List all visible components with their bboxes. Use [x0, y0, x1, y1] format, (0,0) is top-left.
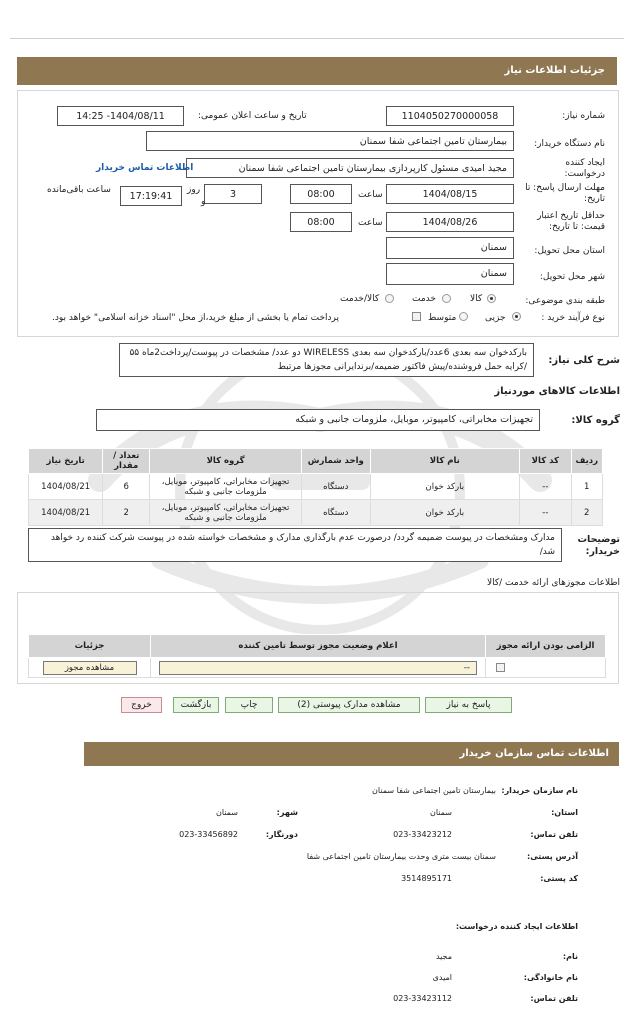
page-title: جزئیات اطلاعات نیاز [504, 65, 605, 76]
cell-unit: دستگاه [302, 474, 371, 500]
permit-col-required: الزامی بودن ارائه مجوز [486, 635, 606, 658]
category-both-label: کالا/خدمت [340, 294, 380, 304]
cell-name: بارکد خوان [370, 474, 520, 500]
reply-button[interactable]: پاسخ به نیاز [425, 697, 512, 713]
back-button[interactable]: بازگشت [173, 697, 219, 713]
cell-group: تجهیزات مخابراتی، کامپیوتر، موبایل، ملزومات جانبی و شبکه [150, 500, 302, 526]
table-row [29, 474, 603, 500]
process-minor-label: جزیی [485, 313, 506, 323]
creator-phone-value: 023-33423112 [393, 994, 452, 1003]
creator-field: مجید امیدی مسئول کارپردازی بیمارستان تامین اجتماعی شفا سمنان [186, 158, 514, 178]
permit-details-cell [29, 658, 151, 678]
category-service-label: خدمت [412, 294, 436, 304]
validity-date-field: 1404/08/26 [386, 212, 514, 232]
creator-phone-label: تلفن تماس: [530, 994, 578, 1003]
day-label: روز [187, 185, 201, 195]
contact-phone-label: تلفن تماس: [530, 830, 578, 839]
buyer-org-label: نام دستگاه خریدار: [534, 139, 605, 149]
cell-date: 1404/08/21 [29, 474, 103, 500]
contact-title-bar [84, 742, 619, 766]
cell-group: تجهیزات مخابراتی، کامپیوتر، موبایل، ملزومات جانبی و شبکه [150, 474, 302, 500]
buyer-org-field: بیمارستان تامین اجتماعی شفا سمنان [146, 131, 514, 151]
city-field: سمنان [386, 263, 514, 285]
process-radio-medium[interactable] [459, 312, 468, 321]
validity-time-field: 08:00 [290, 212, 352, 232]
cell-name: بارکد خوان [370, 500, 520, 526]
contact-postal-value: 3514895171 [401, 874, 452, 883]
and-label: و [201, 197, 206, 207]
category-radio-service[interactable] [442, 294, 451, 303]
goods-table [28, 448, 603, 526]
permit-col-status: اعلام وضعیت مجوز توسط تامین کننده [151, 635, 486, 658]
attachments-button[interactable]: مشاهده مدارک پیوستی (2) [278, 697, 420, 713]
col-date: تاریخ نیاز [29, 449, 103, 474]
exit-button[interactable]: خروج [121, 697, 162, 713]
permit-col-details: جزئیات [29, 635, 151, 658]
contact-phone-value: 023-33423212 [393, 830, 452, 839]
remaining-label: ساعت باقی‌مانده [47, 185, 111, 195]
col-name: نام کالا [370, 449, 520, 474]
permits-table [28, 634, 606, 678]
validity-time-label: ساعت [358, 218, 383, 228]
need-number-label: شماره نیاز: [562, 111, 605, 121]
creator-name-value: مجید [435, 952, 452, 961]
contact-province-value: سمنان [429, 808, 452, 817]
description-label: شرح کلی نیاز: [548, 355, 620, 366]
contact-fax-value: 023-33456892 [179, 830, 238, 839]
col-unit: واحد شمارش [302, 449, 371, 474]
contact-title: اطلاعات تماس سازمان خریدار [459, 748, 609, 759]
contact-postal-label: کد پستی: [540, 874, 578, 883]
deadline-date-field: 1404/08/15 [386, 184, 514, 204]
creator-family-value: امیدی [432, 973, 452, 982]
permit-required-check-icon [496, 663, 505, 672]
deadline-label: مهلت ارسال پاسخ: تا تاریخ: [525, 183, 605, 204]
creator-label: ایجاد کننده درخواست: [564, 158, 605, 179]
cell-unit: دستگاه [302, 500, 371, 526]
permit-status-field[interactable]: -- [159, 661, 477, 675]
permit-row [29, 658, 606, 678]
cell-row: 2 [571, 500, 602, 526]
cell-qty: 6 [103, 474, 150, 500]
process-label: نوع فرآیند خرید : [541, 313, 605, 323]
category-radio-both[interactable] [385, 294, 394, 303]
permits-title: اطلاعات مجوزهای ارائه خدمت /کالا [486, 578, 620, 588]
description-field: بارکدخوان سه بعدی 6عدد/بارکدخوان سه بعدی WIRELESS دو عدد/ مشخصات در پیوست/پرداخت2ماه ۵۵ /کرایه حمل فروشنده/پیش فاکتور ضمیمه/برندایرانی مجوزها مرتبط [119, 343, 534, 377]
contact-org-value: بیمارستان تامین اجتماعی شفا سمنان [372, 786, 496, 795]
view-permit-button[interactable]: مشاهده مجوز [43, 661, 137, 675]
category-label: طبقه بندی موضوعی: [525, 296, 605, 306]
goods-group-label: گروه کالا: [571, 415, 620, 426]
cell-date: 1404/08/21 [29, 500, 103, 526]
validity-label: حداقل تاریخ اعتبار قیمت: تا تاریخ: [537, 211, 605, 232]
cell-qty: 2 [103, 500, 150, 526]
col-row: ردیف [571, 449, 602, 474]
contact-city-value: سمنان [215, 808, 238, 817]
col-group: گروه کالا [150, 449, 302, 474]
top-divider [10, 38, 624, 39]
category-goods-label: کالا [470, 294, 483, 304]
goods-section-title: اطلاعات کالاهای موردنیاز [494, 386, 620, 397]
need-number-field: 1104050270000058 [386, 106, 514, 126]
province-label: استان محل تحویل: [534, 246, 605, 256]
permit-required-cell [486, 658, 606, 678]
days-left-field: 3 [204, 184, 262, 204]
contact-org-label: نام سازمان خریدار: [501, 786, 578, 795]
payment-note: پرداخت تمام یا بخشی از مبلغ خرید،از محل "اسناد خزانه اسلامی" خواهد بود. [52, 313, 340, 323]
announce-label: تاریخ و ساعت اعلان عمومی: [198, 111, 307, 121]
creator-name-label: نام: [562, 952, 578, 961]
deadline-time-field: 08:00 [290, 184, 352, 204]
col-code: کد کالا [520, 449, 571, 474]
contact-city-label: شهر: [276, 808, 298, 817]
process-radio-minor[interactable] [512, 312, 521, 321]
treasury-checkbox[interactable] [412, 312, 421, 321]
category-radio-goods[interactable] [487, 294, 496, 303]
announce-field: 1404/08/11- 14:25 [57, 106, 184, 126]
permit-status-cell [151, 658, 486, 678]
details-title-bar [17, 57, 617, 85]
deadline-time-label: ساعت [358, 190, 383, 200]
print-button[interactable]: چاپ [225, 697, 273, 713]
city-label: شهر محل تحویل: [539, 272, 605, 282]
contact-fax-label: دورنگار: [265, 830, 298, 839]
contact-address-value: سمنان بیست متری وحدت بیمارستان تامین اجتماعی شفا [306, 852, 496, 861]
contact-province-label: استان: [551, 808, 578, 817]
col-qty: تعداد / مقدار [103, 449, 150, 474]
cell-row: 1 [571, 474, 602, 500]
contact-info-link[interactable]: اطلاعات تماس خریدار [96, 163, 194, 173]
process-medium-label: متوسط [428, 313, 457, 323]
creator-info-title: اطلاعات ایجاد کننده درخواست: [455, 922, 578, 931]
contact-address-label: آدرس پستی: [527, 852, 578, 861]
buyer-notes-label: توضیحات خریدار: [577, 534, 620, 557]
goods-group-field: تجهیزات مخابراتی، کامپیوتر، موبایل، ملزومات جانبی و شبکه [96, 409, 540, 431]
province-field: سمنان [386, 237, 514, 259]
cell-code: -- [520, 500, 571, 526]
buyer-notes-field: مدارک ومشخصات در پیوست ضمیمه گردد/ درصورت عدم بارگذاری مدارک و مشخصات خواسته شده در پیوست شرکت کننده رد خواهد شد/ [28, 528, 562, 562]
table-row [29, 500, 603, 526]
creator-family-label: نام خانوادگی: [523, 973, 578, 982]
remaining-time-field: 17:19:41 [120, 186, 182, 206]
cell-code: -- [520, 474, 571, 500]
